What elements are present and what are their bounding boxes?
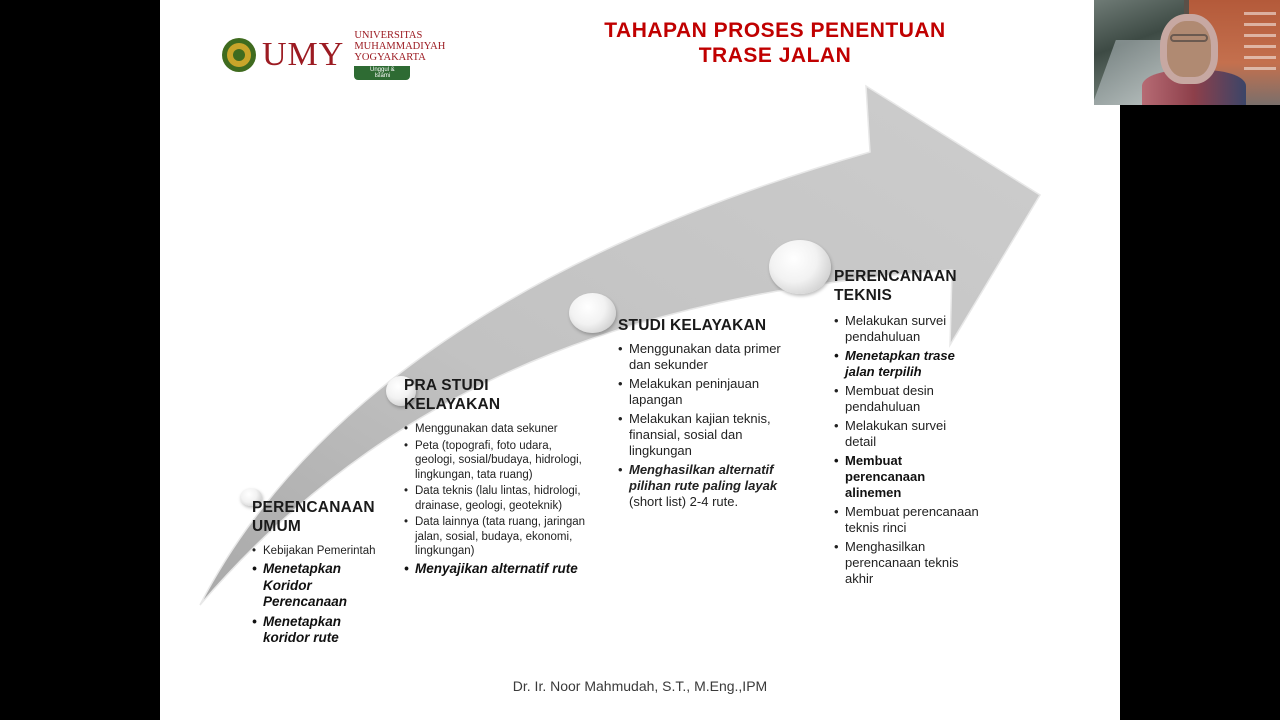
stage-marker-3-icon	[569, 293, 616, 333]
stage-item-list	[252, 544, 404, 647]
stage-item-list	[834, 313, 979, 587]
stage-title-line-2: UMUM	[252, 518, 302, 535]
list-item: • Melakukan kajian teknis, finansial, sosial dan lingkungan	[618, 411, 783, 459]
list-item: • Menghasilkan perencanaan teknis akhir	[834, 539, 979, 587]
stage-title-line-1: STUDI KELAYAKAN	[618, 317, 767, 334]
presenter-avatar-icon	[1160, 14, 1218, 84]
list-item: • Menggunakan data primer dan sekunder	[618, 341, 783, 373]
list-item: • Data lainnya (tata ruang, jaringan jalan, sosial, budaya, ekonomi, lingkungan)	[404, 515, 589, 559]
stage-title	[252, 498, 404, 536]
logo-wordmark: UMY	[262, 36, 345, 73]
stage-title-line-1: PERENCANAAN	[252, 499, 375, 516]
list-item: • Membuat desin pendahuluan	[834, 383, 979, 415]
list-item: • Menetapkan Koridor Perencanaan	[252, 561, 373, 611]
list-item: • Melakukan survei detail	[834, 418, 979, 450]
stage-studi-kelayakan	[618, 316, 783, 513]
slide-title-line-1: TAHAPAN PROSES PENENTUAN	[604, 19, 946, 42]
logo-university-name	[354, 30, 445, 80]
stage-title-line-2: TEKNIS	[834, 287, 893, 304]
stage-pra-studi-kelayakan	[404, 376, 589, 579]
stage-perencanaan-umum	[252, 498, 404, 650]
stage-item-list	[404, 422, 589, 577]
slide-title-line-2: TRASE JALAN	[698, 44, 852, 67]
stage-title	[834, 267, 979, 305]
stage-title-line-1: PRA STUDI	[404, 377, 489, 394]
logo-line-2: MUHAMMADIYAH	[354, 41, 446, 52]
stage-marker-4-icon	[769, 240, 831, 294]
list-item-rest: (short list) 2-4 rute.	[629, 494, 739, 509]
umy-logo	[222, 30, 445, 80]
list-item: • Menyajikan alternatif rute	[404, 561, 589, 578]
logo-line-1: UNIVERSITAS	[354, 30, 423, 41]
presenter-glasses	[1170, 34, 1208, 42]
list-item: • Peta (topografi, foto udara, geologi, sosial/budaya, hidrologi, lingkungan, tata ruang)	[404, 439, 589, 483]
list-item: • Data teknis (lalu lintas, hidrologi, drainase, geologi, geoteknik)	[404, 484, 589, 513]
slide-footer-author: Dr. Ir. Noor Mahmudah, S.T., M.Eng.,IPM	[512, 678, 768, 694]
webcam-building-windows	[1244, 8, 1276, 78]
logo-line-3: YOGYAKARTA	[354, 52, 426, 63]
stage-perencanaan-teknis	[834, 267, 979, 590]
stage-title-line-2: KELAYAKAN	[404, 396, 501, 413]
list-item: • Membuat perencanaan teknis rinci	[834, 504, 979, 536]
stage-title-line-1: PERENCANAAN	[834, 268, 957, 285]
stage-title	[618, 316, 783, 335]
list-item: • Menetapkan koridor rute	[252, 614, 373, 647]
list-item: • Kebijakan Pemerintah	[252, 544, 404, 558]
university-seal-icon	[222, 38, 256, 72]
list-item: • Menggunakan data sekuner	[404, 422, 589, 437]
list-item-emphasis: Menghasilkan alternatif pilihan rute paling layak	[629, 462, 778, 493]
list-item: • Menetapkan trase jalan terpilih	[834, 348, 979, 380]
slide-title	[550, 18, 1000, 68]
logo-tagline: Unggul & Islami	[354, 66, 410, 80]
list-item: • Melakukan peninjauan lapangan	[618, 376, 783, 408]
stage-item-list	[618, 341, 783, 510]
list-item	[618, 462, 783, 510]
stage-title	[404, 376, 589, 414]
presenter-webcam-thumbnail[interactable]	[1094, 0, 1280, 105]
list-item: • Membuat perencanaan alinemen	[834, 453, 979, 501]
list-item: • Melakukan survei pendahuluan	[834, 313, 979, 345]
presentation-slide	[160, 0, 1120, 720]
